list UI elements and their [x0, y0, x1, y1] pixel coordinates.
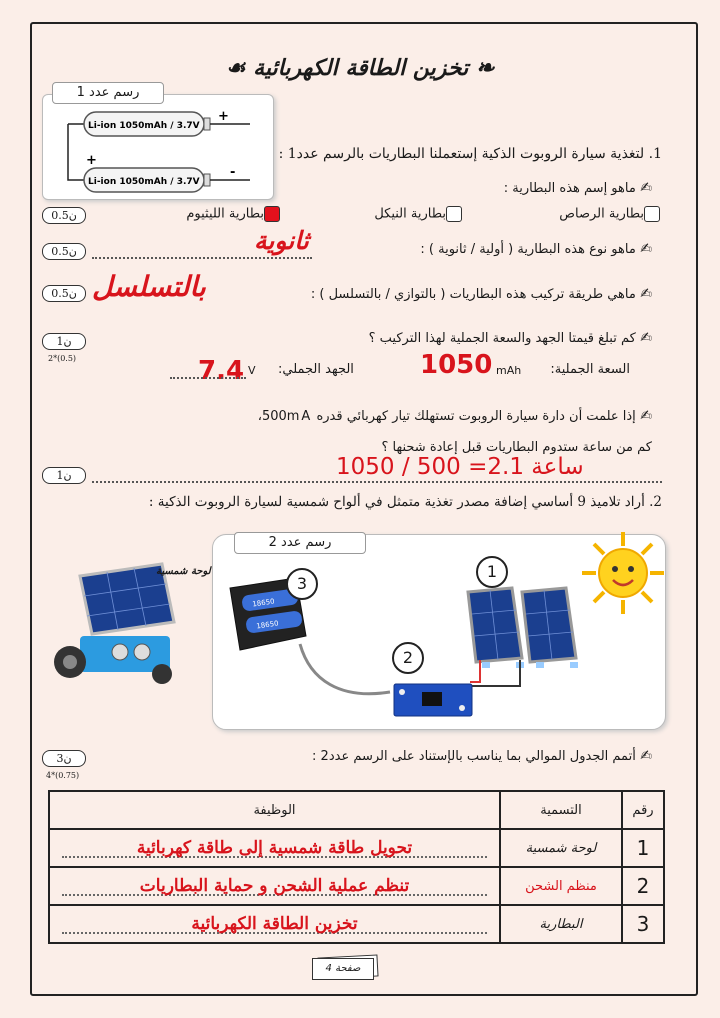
charge-controller [392, 680, 474, 722]
answer-line [92, 257, 312, 259]
voltage-label: الجهد الجملي: [278, 362, 354, 377]
score-badge: 1ن [42, 467, 86, 484]
row-number: 1 [622, 829, 664, 867]
header-name: التسمية [500, 791, 622, 829]
score-badge: 1ن [42, 333, 86, 350]
flourish-icon: ☙ [225, 55, 254, 81]
battery-top [84, 112, 210, 136]
voltage-unit: V [248, 364, 256, 377]
battery-series-diagram [60, 104, 270, 194]
row-function: تنظم عملية الشحن و حماية البطاريات [139, 876, 410, 896]
checkbox[interactable] [446, 206, 462, 222]
table-row [49, 829, 664, 867]
capacity-value: 1050 [420, 350, 493, 380]
panel-label: لوحة شمسية [156, 566, 211, 577]
pen-icon: ✍ [635, 408, 652, 424]
q2-intro: 2. أراد تلاميذ 9 أساسي إضافة مصدر تغذية متمثل في ألواح شمسية لسيارة الروبوت الذكية : [148, 494, 662, 510]
plus-sign: + [86, 153, 97, 168]
table-row [49, 867, 664, 905]
pen-icon: ✍ [635, 241, 652, 257]
figure-1-label: رسم عدد 1 [52, 82, 164, 104]
score-badge: 0.5ن [42, 285, 86, 302]
row-name: البطارية [500, 905, 622, 943]
q1-sub2: ✍ ماهو نوع هذه البطارية ( أولية / ثانوية ) : [420, 241, 652, 257]
score-note: 4*(0.75) [46, 771, 80, 780]
battery-top-text: Li-ion 1050mAh / 3.7V [88, 121, 200, 131]
pen-icon: ✍ [635, 180, 652, 196]
battery-bottom-text: Li-ion 1050mAh / 3.7V [88, 177, 200, 187]
table-header [49, 791, 664, 829]
q1-sub5-line2: كم من ساعة ستدوم البطاريات قبل إعادة شحنها ؟ [381, 440, 652, 455]
pen-icon: ✍ [635, 286, 652, 302]
row-function-cell [49, 867, 500, 905]
battery-holder-text: 18650 [255, 619, 280, 631]
function-table [48, 790, 665, 944]
q1-sub4: ✍ كم تبلغ قيمتا الجهد والسعة الجملية لهذا التركيب ؟ [368, 330, 652, 346]
row-function: تحويل طاقة شمسية إلى طاقة كهربائية [136, 838, 413, 858]
row-function-cell [49, 829, 500, 867]
q1-intro: 1. لتغذية سيارة الروبوت الذكية إستعملنا البطاريات بالرسم عدد1 : [278, 146, 662, 162]
flourish-icon: ❧ [468, 55, 495, 81]
row-number: 3 [622, 905, 664, 943]
wire [68, 124, 84, 180]
header-function: الوظيفة [49, 791, 500, 829]
score-badge: 0.5ن [42, 243, 86, 260]
header-number: رقم [622, 791, 664, 829]
answer-sub3: بالتسلسل [92, 270, 206, 303]
page-number: صفحة 4 [312, 958, 374, 980]
figure-2-label: رسم عدد 2 [234, 532, 366, 554]
answer-sub5: 1050 / 500 =2.1 ساعة [336, 454, 584, 480]
capacity-unit: mAh [496, 364, 522, 377]
option-lead[interactable]: بطارية الرصاص [559, 206, 660, 222]
robot-car [50, 560, 190, 690]
capacity-label: السعة الجملية: [550, 362, 630, 377]
score-note: 2*(0.5) [48, 354, 77, 363]
marker-circle: 1 [476, 556, 508, 588]
pen-icon: ✍ [635, 748, 652, 764]
answer-sub2: ثانوية [254, 226, 309, 255]
plus-sign: + [218, 109, 229, 124]
battery-bottom [84, 168, 210, 192]
page-title: ❧ تخزين الطاقة الكهربائية ☙ [225, 55, 495, 81]
q1-sub3: ✍ ماهي طريقة تركيب هذه البطاريات ( بالتوازي / بالتسلسل ) : [310, 286, 652, 302]
q1-sub1: ✍ ماهو إسم هذه البطارية : [503, 180, 652, 196]
minus-sign: - [230, 165, 236, 180]
row-number: 2 [622, 867, 664, 905]
score-badge: 0.5ن [42, 207, 86, 224]
voltage-value: 7.4 [198, 356, 245, 386]
marker-circle: 3 [286, 568, 318, 600]
table-row [49, 905, 664, 943]
row-function-cell [49, 905, 500, 943]
sun-icon [578, 528, 668, 618]
option-lithium[interactable]: بطارية الليثيوم [186, 206, 280, 222]
checkbox[interactable] [644, 206, 660, 222]
marker-circle: 2 [392, 642, 424, 674]
score-badge: 3ن [42, 750, 86, 767]
q1-sub5-line1: ✍ إذا علمت أن دارة سيارة الروبوت تستهلك تيار كهربائي قدره 500mA، [257, 408, 652, 424]
row-name: منظم الشحن [500, 867, 622, 905]
answer-line [170, 377, 246, 379]
pen-icon: ✍ [635, 330, 652, 346]
row-function: تخزين الطاقة الكهربائية [191, 914, 358, 934]
answer-line [92, 481, 662, 483]
option-nickel[interactable]: بطارية النيكل [374, 206, 462, 222]
table-prompt: ✍ أتمم الجدول الموالي بما يناسب بالإستناد على الرسم عدد2 : [312, 748, 652, 764]
battery-holder-text: 18650 [251, 597, 276, 609]
checkbox-checked[interactable] [264, 206, 280, 222]
row-name: لوحة شمسية [500, 829, 622, 867]
